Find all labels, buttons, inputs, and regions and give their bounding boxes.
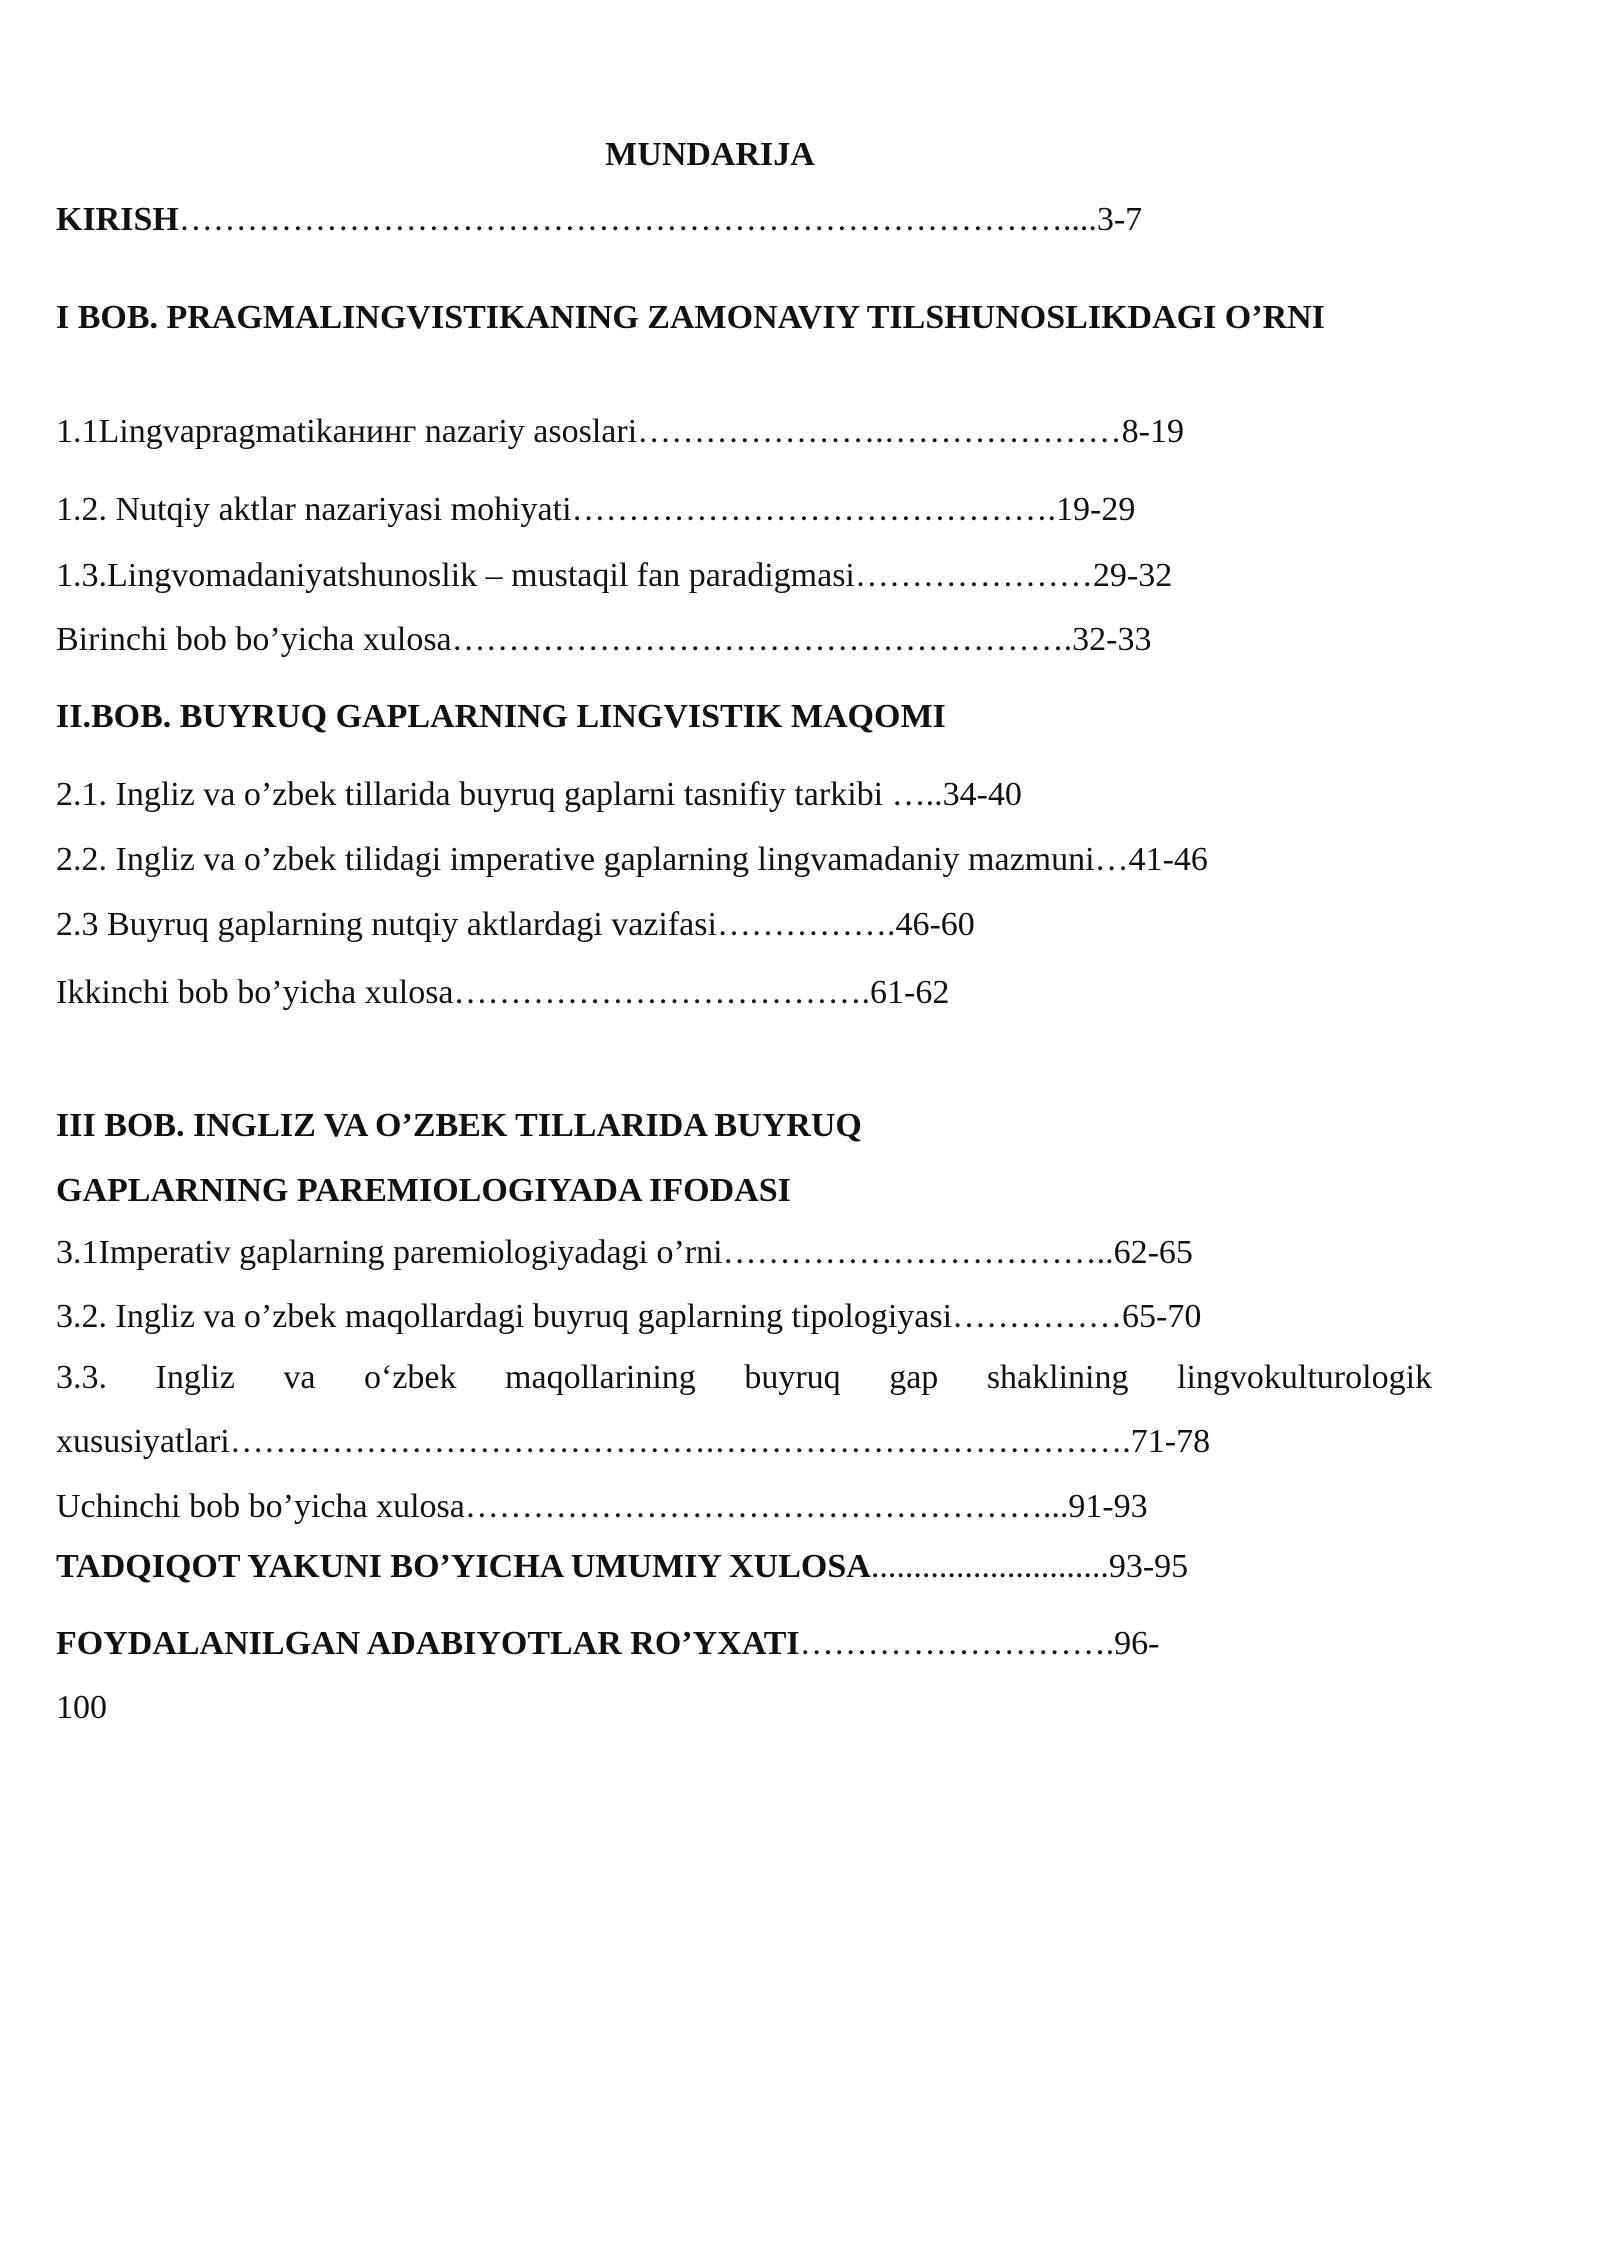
- toc-word: lingvokulturologik: [1177, 1359, 1433, 1396]
- toc-leader: ……………………….: [799, 1625, 1115, 1662]
- toc-entry-3-2: 3.2. Ingliz va o’zbek maqollardagi buyruq gaplarning tipologiyasi……………65-70: [56, 1298, 1202, 1335]
- toc-entry-3-conclusion: Uchinchi bob bo’yicha xulosa……………………………………………...91-93: [56, 1488, 1148, 1525]
- toc-word: buyruq: [744, 1359, 841, 1396]
- toc-word: o‘zbek: [364, 1359, 457, 1396]
- chapter-3-heading-line-2: GAPLARNING PAREMIOLOGIYADA IFODASI: [56, 1172, 791, 1209]
- toc-entry-references: [56, 1624, 1159, 1664]
- toc-entry-1-conclusion: Birinchi bob bo’yicha xulosa……………………………………………….32-33: [56, 621, 1152, 658]
- toc-entry-2-2: 2.2. Ingliz va o’zbek tilidagi imperative gaplarning lingvamadaniy mazmuni…41-46: [56, 841, 1208, 878]
- toc-pages: 93-95: [1108, 1548, 1189, 1585]
- toc-entry-3-1: 3.1Imperativ gaplarning paremiologiyadagi o’rni……………………………..62-65: [56, 1234, 1193, 1271]
- toc-entry-1-1: 1.1Lingvapragmatikанинг nazariy asoslari………………….…………………8-19: [56, 413, 1184, 450]
- chapter-1-heading: I BOB. PRAGMALINGVISTIKANING ZAMONAVIY TILSHUNOSLIKDAGI O’RNI: [56, 299, 1325, 336]
- toc-entry-1-2: 1.2. Nutqiy aktlar nazariyasi mohiyati…………………………………….19-29: [56, 491, 1136, 528]
- toc-entry-3-3-line-2: xususiyatlari…………………………………….……………………………….71-78: [56, 1423, 1211, 1460]
- toc-entry-1-3: 1.3.Lingvomadaniyatshunoslik – mustaqil fan paradigmasi…………………29-32: [56, 557, 1173, 594]
- toc-word: shaklining: [986, 1359, 1129, 1396]
- toc-label: FOYDALANILGAN ADABIYOTLAR RO’YXATI: [56, 1625, 800, 1662]
- toc-pages: 96-: [1114, 1625, 1160, 1662]
- toc-entry-references-pages-cont: 100: [56, 1689, 107, 1726]
- toc-word: 3.3.: [56, 1359, 107, 1396]
- toc-entry-kirish: [56, 200, 1142, 240]
- toc-word: maqollarining: [505, 1359, 696, 1396]
- chapter-2-heading: II.BOB. BUYRUQ GAPLARNING LINGVISTIK MAQOMI: [56, 698, 946, 735]
- toc-word: va: [283, 1359, 316, 1396]
- toc-word: gap: [889, 1359, 939, 1396]
- page-title: MUNDARIJA: [605, 136, 815, 173]
- chapter-3-heading-line-1: III BOB. INGLIZ VA O’ZBEK TILLARIDA BUYRUQ: [56, 1107, 862, 1144]
- toc-label: KIRISH: [56, 201, 179, 238]
- toc-word: Ingliz: [155, 1359, 235, 1396]
- toc-leader: ............................: [870, 1548, 1109, 1585]
- toc-entry-2-1: 2.1. Ingliz va o’zbek tillarida buyruq gaplarni tasnifiy tarkibi …..34-40: [56, 776, 1022, 813]
- toc-entry-2-3: 2.3 Buyruq gaplarning nutqiy aktlardagi vazifasi…………….46-60: [56, 906, 975, 943]
- toc-label: TADQIQOT YAKUNI BO’YICHA UMUMIY XULOSA: [56, 1548, 871, 1585]
- toc-pages: 3-7: [1096, 201, 1143, 238]
- toc-entry-2-conclusion: Ikkinchi bob bo’yicha xulosa……………………………….61-62: [56, 974, 950, 1011]
- toc-entry-3-3-line-1: [56, 1358, 1432, 1398]
- toc-leader: ……………………………………………………………………....: [178, 201, 1097, 238]
- toc-entry-general-conclusion: [56, 1547, 1188, 1587]
